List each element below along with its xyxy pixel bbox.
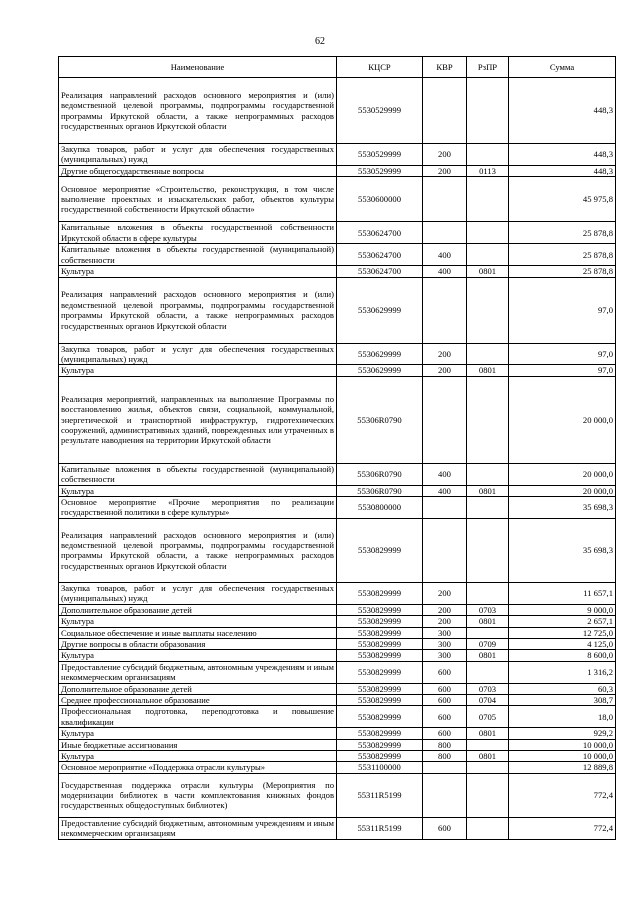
cell-sum: 9 000,0 xyxy=(509,604,616,615)
cell-sum: 448,3 xyxy=(509,165,616,176)
header-kvr: КВР xyxy=(423,57,467,78)
cell-name: Капитальные вложения в объекты государственной (муниципальной) собственности xyxy=(59,463,337,485)
cell-name: Дополнительное образование детей xyxy=(59,683,337,694)
table-row xyxy=(59,463,616,485)
cell-kvr: 600 xyxy=(423,694,467,705)
cell-name: Закупка товаров, работ и услуг для обеспечения государственных (муниципальных) нужд xyxy=(59,144,337,166)
table-row xyxy=(59,650,616,661)
table-row xyxy=(59,817,616,839)
cell-name: Реализация направлений расходов основного мероприятия и (или) ведомственной целевой программы, подпрограммы государственной программы Иркутской области, а также непрограммных расходов государственных органов Иркутской области xyxy=(59,518,337,582)
cell-name: Культура xyxy=(59,365,337,376)
cell-kcsr: 55306R0790 xyxy=(337,485,423,496)
cell-sum: 2 657,1 xyxy=(509,616,616,627)
cell-name: Основное мероприятие «Прочие мероприятия по реализации государственной политики в сфере культуры» xyxy=(59,497,337,519)
cell-kcsr: 55306R0790 xyxy=(337,376,423,463)
table-row xyxy=(59,78,616,144)
cell-rzpr: 0113 xyxy=(467,165,509,176)
cell-kvr xyxy=(423,177,467,222)
cell-kcsr: 5530629999 xyxy=(337,343,423,365)
table-row xyxy=(59,144,616,166)
cell-kvr: 300 xyxy=(423,650,467,661)
cell-kvr: 300 xyxy=(423,638,467,649)
cell-rzpr xyxy=(467,376,509,463)
cell-kcsr: 5530829999 xyxy=(337,638,423,649)
cell-rzpr: 0703 xyxy=(467,604,509,615)
cell-kcsr: 5530529999 xyxy=(337,78,423,144)
cell-rzpr xyxy=(467,627,509,638)
cell-name: Предоставление субсидий бюджетным, автономным учреждениям и иным некоммерческим организациям xyxy=(59,817,337,839)
cell-kcsr: 5530529999 xyxy=(337,144,423,166)
cell-rzpr xyxy=(467,78,509,144)
header-sum: Сумма xyxy=(509,57,616,78)
header-kcsr: КЦСР xyxy=(337,57,423,78)
cell-sum: 11 657,1 xyxy=(509,582,616,604)
cell-name: Социальное обеспечение и иные выплаты населению xyxy=(59,627,337,638)
cell-name: Капитальные вложения в объекты государственной собственности Иркутской области в сфере культуры xyxy=(59,222,337,244)
cell-rzpr xyxy=(467,661,509,683)
cell-kvr: 400 xyxy=(423,266,467,277)
table-row xyxy=(59,222,616,244)
cell-name: Реализация мероприятий, направленных на выполнение Программы по восстановлению жилья, объектов связи, социальной, коммунальной, энергетической и транспортной инфраструктур, гидротехнических сооружений, административных зданий, поврежденных или утраченных в результате наводнения на территории Иркутской области xyxy=(59,376,337,463)
cell-sum: 10 000,0 xyxy=(509,739,616,750)
cell-name: Предоставление субсидий бюджетным, автономным учреждениям и иным некоммерческим организациям xyxy=(59,661,337,683)
table-row xyxy=(59,616,616,627)
table-row xyxy=(59,244,616,266)
table-row xyxy=(59,365,616,376)
cell-kvr: 600 xyxy=(423,728,467,739)
cell-kvr: 200 xyxy=(423,144,467,166)
cell-rzpr xyxy=(467,817,509,839)
cell-rzpr xyxy=(467,762,509,773)
table-header-row xyxy=(59,57,616,78)
cell-name: Иные бюджетные ассигнования xyxy=(59,739,337,750)
cell-kcsr: 5530829999 xyxy=(337,750,423,761)
cell-sum: 45 975,8 xyxy=(509,177,616,222)
cell-name: Реализация направлений расходов основного мероприятия и (или) ведомственной целевой программы, подпрограммы государственной программы Иркутской области, а также непрограммных расходов государственных органов Иркутской области xyxy=(59,78,337,144)
cell-rzpr: 0801 xyxy=(467,650,509,661)
table-row xyxy=(59,266,616,277)
cell-rzpr xyxy=(467,497,509,519)
cell-rzpr xyxy=(467,739,509,750)
cell-kcsr: 5530829999 xyxy=(337,604,423,615)
cell-kcsr: 5530629999 xyxy=(337,365,423,376)
cell-name: Государственная поддержка отрасли культуры (Мероприятия по модернизации библиотек в части комплектования книжных фондов государственных общедоступных библиотек) xyxy=(59,773,337,817)
table-row xyxy=(59,177,616,222)
table-row xyxy=(59,773,616,817)
cell-kvr: 600 xyxy=(423,661,467,683)
cell-kcsr: 55311R5199 xyxy=(337,773,423,817)
cell-rzpr xyxy=(467,222,509,244)
table-row xyxy=(59,485,616,496)
cell-kcsr: 5530829999 xyxy=(337,627,423,638)
cell-kvr xyxy=(423,773,467,817)
cell-kcsr: 5530629999 xyxy=(337,277,423,343)
cell-kvr: 200 xyxy=(423,582,467,604)
cell-kcsr: 5530829999 xyxy=(337,661,423,683)
cell-kvr xyxy=(423,518,467,582)
table-row xyxy=(59,638,616,649)
cell-kvr: 800 xyxy=(423,750,467,761)
cell-sum: 97,0 xyxy=(509,277,616,343)
cell-kvr: 200 xyxy=(423,365,467,376)
cell-rzpr: 0709 xyxy=(467,638,509,649)
cell-sum: 20 000,0 xyxy=(509,376,616,463)
table-row xyxy=(59,627,616,638)
cell-kcsr: 5530829999 xyxy=(337,694,423,705)
cell-kvr xyxy=(423,222,467,244)
header-rzpr: РзПР xyxy=(467,57,509,78)
table-body xyxy=(59,78,616,840)
cell-kcsr: 5531100000 xyxy=(337,762,423,773)
cell-kvr: 400 xyxy=(423,244,467,266)
cell-sum: 4 125,0 xyxy=(509,638,616,649)
cell-kcsr: 5530624700 xyxy=(337,244,423,266)
cell-rzpr xyxy=(467,582,509,604)
cell-sum: 97,0 xyxy=(509,365,616,376)
cell-rzpr: 0801 xyxy=(467,616,509,627)
table-row xyxy=(59,750,616,761)
cell-rzpr xyxy=(467,177,509,222)
cell-name: Среднее профессиональное образование xyxy=(59,694,337,705)
table-row xyxy=(59,762,616,773)
cell-sum: 35 698,3 xyxy=(509,518,616,582)
table-row xyxy=(59,277,616,343)
cell-sum: 97,0 xyxy=(509,343,616,365)
cell-rzpr: 0801 xyxy=(467,728,509,739)
cell-sum: 308,7 xyxy=(509,694,616,705)
cell-name: Основное мероприятие «Строительство, реконструкция, в том числе выполнение проектных и изыскательских работ, объектов культуры государственной собственности Иркутской области» xyxy=(59,177,337,222)
cell-kvr: 600 xyxy=(423,817,467,839)
cell-kvr: 200 xyxy=(423,165,467,176)
cell-rzpr: 0704 xyxy=(467,694,509,705)
cell-rzpr xyxy=(467,144,509,166)
table-row xyxy=(59,518,616,582)
cell-sum: 25 878,8 xyxy=(509,222,616,244)
cell-sum: 35 698,3 xyxy=(509,497,616,519)
cell-kvr xyxy=(423,762,467,773)
cell-rzpr xyxy=(467,244,509,266)
cell-kvr xyxy=(423,497,467,519)
cell-name: Дополнительное образование детей xyxy=(59,604,337,615)
cell-sum: 772,4 xyxy=(509,773,616,817)
cell-name: Другие вопросы в области образования xyxy=(59,638,337,649)
table-row xyxy=(59,728,616,739)
cell-kcsr: 55306R0790 xyxy=(337,463,423,485)
cell-kcsr: 5530829999 xyxy=(337,683,423,694)
cell-kcsr: 55311R5199 xyxy=(337,817,423,839)
cell-sum: 772,4 xyxy=(509,817,616,839)
cell-kcsr: 5530829999 xyxy=(337,518,423,582)
cell-rzpr: 0705 xyxy=(467,706,509,728)
table-row xyxy=(59,706,616,728)
cell-name: Культура xyxy=(59,650,337,661)
cell-kvr: 800 xyxy=(423,739,467,750)
cell-kcsr: 5530829999 xyxy=(337,706,423,728)
cell-rzpr: 0801 xyxy=(467,485,509,496)
cell-kvr: 600 xyxy=(423,683,467,694)
cell-kvr: 200 xyxy=(423,616,467,627)
cell-sum: 25 878,8 xyxy=(509,266,616,277)
cell-sum: 20 000,0 xyxy=(509,485,616,496)
table-row xyxy=(59,604,616,615)
cell-name: Капитальные вложения в объекты государственной (муниципальной) собственности xyxy=(59,244,337,266)
cell-kvr: 200 xyxy=(423,604,467,615)
cell-kcsr: 5530829999 xyxy=(337,616,423,627)
cell-sum: 12 889,8 xyxy=(509,762,616,773)
table-row xyxy=(59,165,616,176)
cell-kcsr: 5530600000 xyxy=(337,177,423,222)
cell-kcsr: 5530829999 xyxy=(337,582,423,604)
cell-rzpr: 0801 xyxy=(467,750,509,761)
cell-name: Закупка товаров, работ и услуг для обеспечения государственных (муниципальных) нужд xyxy=(59,582,337,604)
cell-kcsr: 5530624700 xyxy=(337,222,423,244)
cell-kvr xyxy=(423,78,467,144)
table-row xyxy=(59,694,616,705)
cell-kvr xyxy=(423,376,467,463)
cell-kcsr: 5530800000 xyxy=(337,497,423,519)
cell-rzpr: 0801 xyxy=(467,365,509,376)
cell-kvr: 400 xyxy=(423,485,467,496)
cell-kcsr: 5530529999 xyxy=(337,165,423,176)
cell-rzpr xyxy=(467,463,509,485)
cell-kvr: 200 xyxy=(423,343,467,365)
cell-sum: 60,3 xyxy=(509,683,616,694)
cell-name: Культура xyxy=(59,616,337,627)
cell-name: Реализация направлений расходов основного мероприятия и (или) ведомственной целевой программы, подпрограммы государственной программы Иркутской области, а также непрограммных расходов государственных органов Иркутской области xyxy=(59,277,337,343)
cell-rzpr xyxy=(467,343,509,365)
cell-kvr xyxy=(423,277,467,343)
cell-name: Другие общегосударственные вопросы xyxy=(59,165,337,176)
cell-kcsr: 5530624700 xyxy=(337,266,423,277)
table-row xyxy=(59,739,616,750)
page-number: 62 xyxy=(315,36,325,47)
cell-sum: 448,3 xyxy=(509,78,616,144)
cell-kvr: 600 xyxy=(423,706,467,728)
cell-sum: 448,3 xyxy=(509,144,616,166)
cell-name: Культура xyxy=(59,485,337,496)
cell-rzpr xyxy=(467,773,509,817)
table-row xyxy=(59,497,616,519)
cell-name: Культура xyxy=(59,750,337,761)
cell-rzpr xyxy=(467,277,509,343)
cell-sum: 10 000,0 xyxy=(509,750,616,761)
cell-kvr: 400 xyxy=(423,463,467,485)
cell-name: Закупка товаров, работ и услуг для обеспечения государственных (муниципальных) нужд xyxy=(59,343,337,365)
cell-name: Основное мероприятие «Поддержка отрасли культуры» xyxy=(59,762,337,773)
table-row xyxy=(59,376,616,463)
header-name: Наименование xyxy=(59,57,337,78)
table-row xyxy=(59,582,616,604)
cell-sum: 12 725,0 xyxy=(509,627,616,638)
budget-table xyxy=(58,56,616,840)
cell-sum: 8 600,0 xyxy=(509,650,616,661)
cell-name: Профессиональная подготовка, переподготовка и повышение квалификации xyxy=(59,706,337,728)
table-row xyxy=(59,683,616,694)
table-row xyxy=(59,343,616,365)
cell-kvr: 300 xyxy=(423,627,467,638)
cell-sum: 929,2 xyxy=(509,728,616,739)
cell-name: Культура xyxy=(59,266,337,277)
cell-name: Культура xyxy=(59,728,337,739)
cell-sum: 1 316,2 xyxy=(509,661,616,683)
cell-kcsr: 5530829999 xyxy=(337,739,423,750)
cell-rzpr: 0801 xyxy=(467,266,509,277)
table-row xyxy=(59,661,616,683)
cell-rzpr xyxy=(467,518,509,582)
cell-kcsr: 5530829999 xyxy=(337,650,423,661)
cell-kcsr: 5530829999 xyxy=(337,728,423,739)
cell-rzpr: 0703 xyxy=(467,683,509,694)
cell-sum: 18,0 xyxy=(509,706,616,728)
cell-sum: 25 878,8 xyxy=(509,244,616,266)
cell-sum: 20 000,0 xyxy=(509,463,616,485)
